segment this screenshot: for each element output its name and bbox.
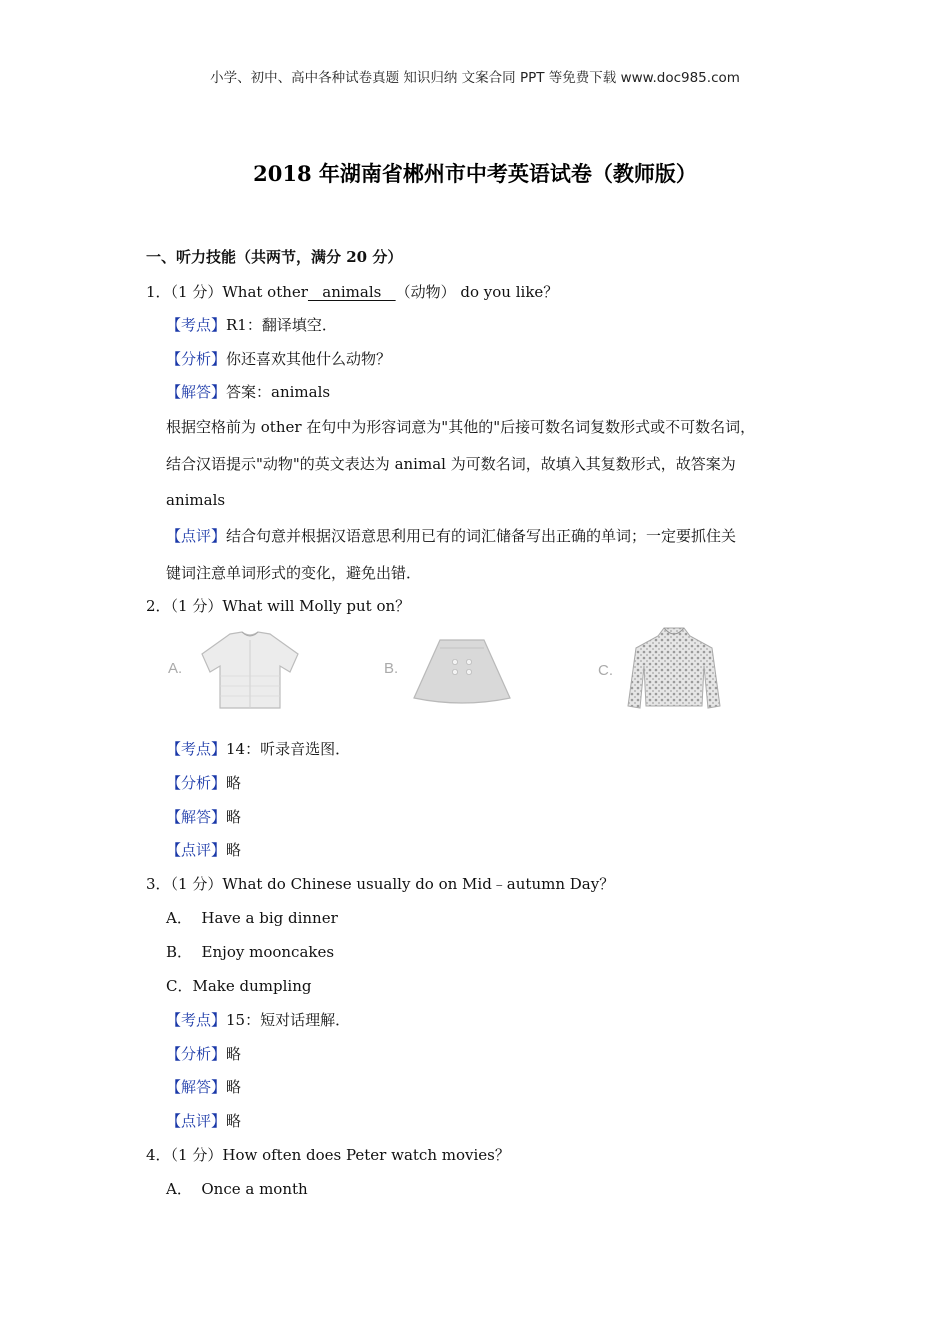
q1-explanation-line-1: 根据空格前为 other 在句中为形容词意为"其他的"后接可数名词复数形式或不可数名词， <box>166 418 756 436</box>
q1-dianping: 【点评】结合句意并根据汉语意思利用已有的词汇储备写出正确的单词；一定要抓住关 <box>166 527 737 545</box>
question-score: （1 分） <box>170 597 223 615</box>
q3-fenxi: 【分析】略 <box>166 1045 242 1063</box>
option-c-label: C. <box>598 662 613 679</box>
page-header: 小学、初中、高中各种试卷真题 知识归纳 文案合同 PPT 等免费下载 www.doc985.com <box>210 70 740 86</box>
q3-option-c: C．Make dumpling <box>166 977 312 995</box>
jieda-tag: 【解答】 <box>166 383 227 401</box>
q2-fenxi: 【分析】略 <box>166 774 242 792</box>
q3-option-b: B． Enjoy mooncakes <box>166 943 335 961</box>
sweater-image <box>624 626 724 714</box>
kaodian-tag: 【考点】 <box>166 316 227 334</box>
question-score: （1 分） <box>170 1146 223 1164</box>
q1-explanation-line-2: 结合汉语提示"动物"的英文表达为 animal 为可数名词，故填入其复数形式，故答案为 <box>166 455 736 473</box>
q3-dianping: 【点评】略 <box>166 1112 242 1130</box>
dianping-tag: 【点评】 <box>166 527 227 545</box>
question-4-stem: 4．（1 分）How often does Peter watch movies？ <box>146 1146 510 1164</box>
q3-option-a: A． Have a big dinner <box>166 909 338 927</box>
section-heading: 一、听力技能（共两节，满分 20 分） <box>146 248 403 266</box>
q2-kaodian: 【考点】14：听录音选图． <box>166 740 351 758</box>
question-1-stem: 1．（1 分）What other animals （动物） do you like？ <box>146 283 559 301</box>
q1-explanation-line-3: animals <box>166 491 226 509</box>
q1-kaodian: 【考点】R1：翻译填空． <box>166 316 337 334</box>
dianping-tag: 【点评】 <box>166 841 227 859</box>
option-a-label: A. <box>168 660 183 677</box>
q1-dianping-line-2: 键词注意单词形式的变化，避免出错． <box>166 564 422 582</box>
skirt-image <box>412 636 512 710</box>
q3-kaodian: 【考点】15：短对话理解． <box>166 1011 351 1029</box>
q2-dianping: 【点评】略 <box>166 841 242 859</box>
answer-blank: animals <box>307 283 396 301</box>
option-b-label: B. <box>384 660 399 677</box>
q3-jieda: 【解答】略 <box>166 1078 242 1096</box>
q2-jieda: 【解答】略 <box>166 808 242 826</box>
kaodian-tag: 【考点】 <box>166 740 227 758</box>
q1-jieda: 【解答】答案：animals <box>166 383 331 401</box>
jieda-tag: 【解答】 <box>166 1078 227 1096</box>
kaodian-tag: 【考点】 <box>166 1011 227 1029</box>
question-3-stem: 3．（1 分）What do Chinese usually do on Mid﹣autumn Day？ <box>146 875 615 893</box>
jieda-tag: 【解答】 <box>166 808 227 826</box>
question-number: 4． <box>146 1146 171 1164</box>
fenxi-tag: 【分析】 <box>166 774 227 792</box>
dianping-tag: 【点评】 <box>166 1112 227 1130</box>
shirt-image <box>200 630 300 714</box>
question-number: 3． <box>146 875 171 893</box>
fenxi-tag: 【分析】 <box>166 1045 227 1063</box>
fenxi-tag: 【分析】 <box>166 350 227 368</box>
q1-fenxi: 【分析】你还喜欢其他什么动物？ <box>166 350 392 368</box>
question-2-stem: 2．（1 分）What will Molly put on？ <box>146 597 411 615</box>
question-number: 2． <box>146 597 171 615</box>
document-title: 2018 年湖南省郴州市中考英语试卷（教师版） <box>253 161 697 186</box>
q4-option-a: A． Once a month <box>166 1180 308 1198</box>
question-score: （1 分） <box>170 875 223 893</box>
question-score: （1 分） <box>170 283 223 301</box>
question-number: 1． <box>146 283 171 301</box>
